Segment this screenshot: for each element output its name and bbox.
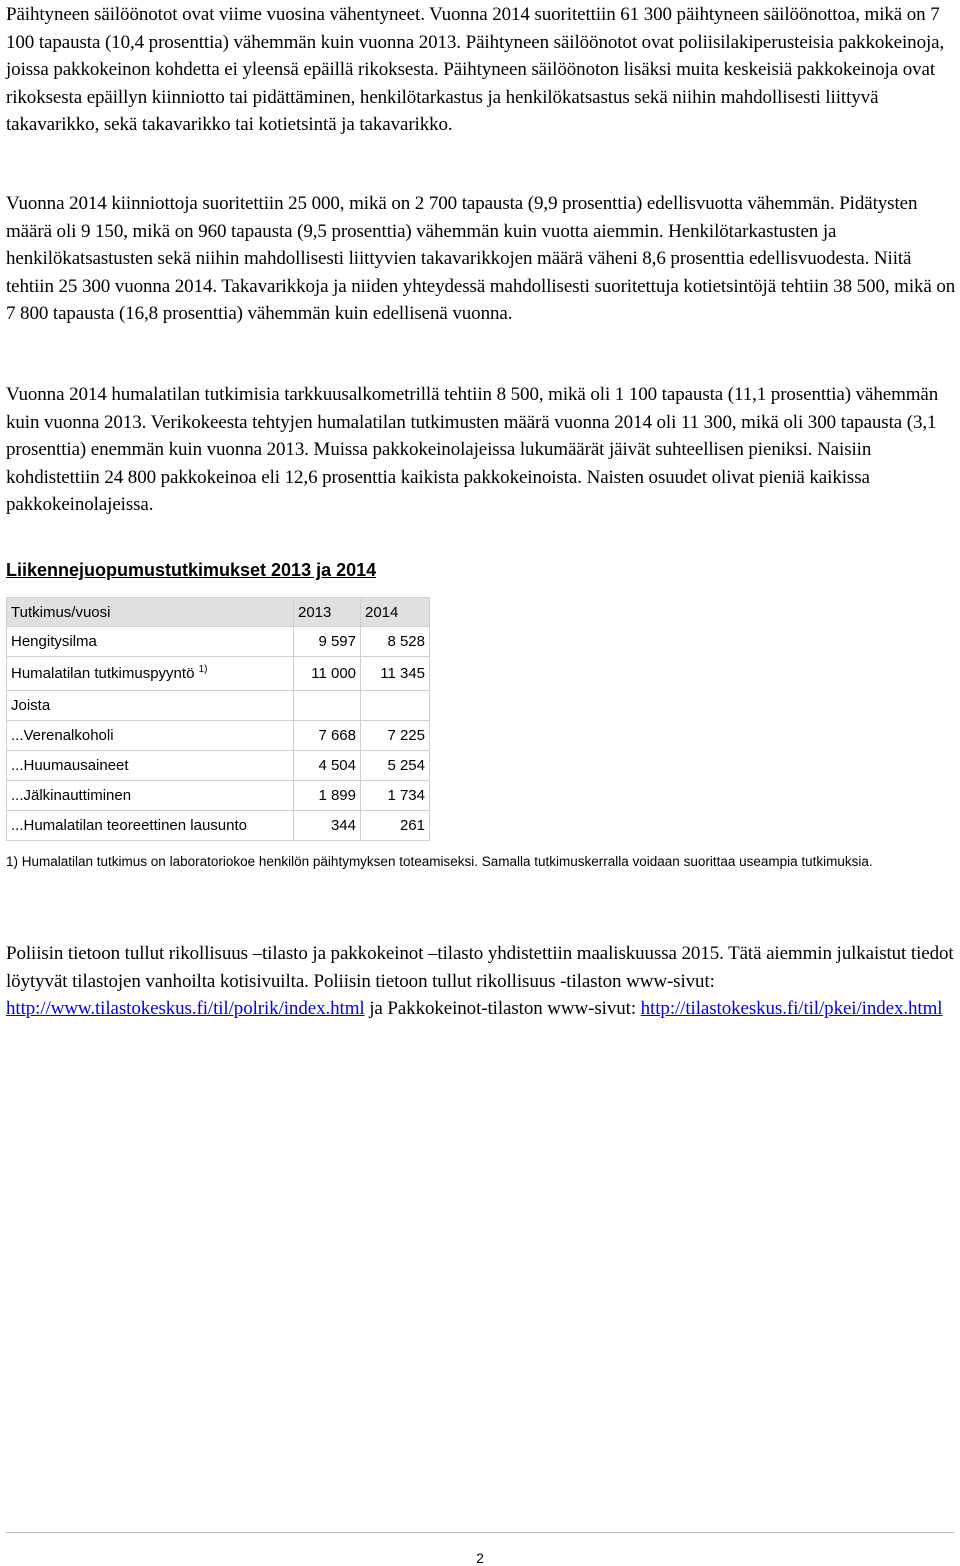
table-row [7, 811, 430, 841]
table-row [7, 627, 430, 657]
row-label: ...Verenalkoholi [7, 721, 294, 751]
footnote-marker: 1) [198, 664, 208, 675]
page-divider [6, 1532, 954, 1533]
row-label: ...Jälkinauttiminen [7, 781, 294, 811]
value-2013: 7 668 [294, 721, 361, 751]
value-2013: 1 899 [294, 781, 361, 811]
table-header-cell: 2014 [361, 598, 430, 627]
table-row [7, 751, 430, 781]
row-label: Joista [7, 691, 294, 721]
sources-text-2: ja Pakkokeinot-tilaston www-sivut: [364, 998, 641, 1019]
paragraph-sources [6, 940, 958, 1023]
table-header-cell: Tutkimus/vuosi [7, 598, 294, 627]
value-2013: 9 597 [294, 627, 361, 657]
table-row [7, 721, 430, 751]
sources-text-1: Poliisin tietoon tullut rikollisuus –tilasto ja pakkokeinot –tilasto yhdistettiin maaliskuussa 2015. Tätä aiemmin julkaistut tiedot löytyvät tilastojen vanhoilta kotisivuilta. Poliisin tietoon tullut rikollisuus -tilaston www-sivut: [6, 943, 954, 992]
polrik-link[interactable]: http://www.tilastokeskus.fi/til/polrik/index.html [6, 998, 365, 1019]
value-2014: 8 528 [361, 627, 430, 657]
table-row [7, 781, 430, 811]
paragraph-intoxication-tests: Vuonna 2014 humalatilan tutkimisia tarkkuusalkometrillä tehtiin 8 500, mikä oli 1 100 tapausta (11,1 prosenttia) vähemmän kuin vuonna 2013. Verikokeesta tehtyjen humalatilan tutkimusten määrä vuonna 2014 oli 11 300, mikä oli 300 tapausta (3,1 prosenttia) enemmän kuin vuonna 2013. Muissa pakkokeinolajeissa lukumäärät jäivät suhteellisen pieniksi. Naisiin kohdistettiin 24 800 pakkokeinoa eli 12,6 prosenttia kaikista pakkokeinoista. Naisten osuudet olivat pieniä kaikissa pakkokeinolajeissa. [6, 384, 939, 515]
pkei-link[interactable]: http://tilastokeskus.fi/til/pkei/index.html [640, 998, 943, 1019]
row-label: ...Huumausaineet [7, 751, 294, 781]
table-row [7, 691, 430, 721]
value-2013: 344 [294, 811, 361, 841]
paragraph-detentions: Päihtyneen säilöönotot ovat viime vuosina vähentyneet. Vuonna 2014 suoritettiin 61 300 päihtyneen säilöönottoa, mikä on 7 100 tapausta (10,4 prosenttia) vähemmän kuin vuonna 2013. Päihtyneen säilöönotot ovat poliisilakiperusteisia pakkokeinoja, joissa pakkokeinon kohdetta ei yleensä epäillä rikoksesta. Päihtyneen säilöönoton lisäksi muita keskeisiä pakkokeinoja ovat rikoksesta epäillyn kiinniotto tai pidättäminen, henkilötarkastus ja henkilökatsastus sekä niihin mahdollisesti liittyvä takavarikko, sekä takavarikko tai kotietsintä ja takavarikko. [6, 4, 945, 135]
table-footnote: 1) Humalatilan tutkimus on laboratoriokoe henkilön päihtymyksen toteamiseksi. Samalla tutkimuskerralla voidaan suorittaa useampia tutkimuksia. [6, 854, 873, 869]
value-2013 [294, 691, 361, 721]
value-2013: 4 504 [294, 751, 361, 781]
value-2014: 5 254 [361, 751, 430, 781]
drunk-driving-tests-table [6, 597, 430, 841]
value-2013: 11 000 [294, 657, 361, 691]
section-title: Liikennejuopumustutkimukset 2013 ja 2014 [6, 560, 377, 580]
table-header-row [7, 598, 430, 627]
row-label: ...Humalatilan teoreettinen lausunto [7, 811, 294, 841]
table-row [7, 657, 430, 691]
page-number: 2 [476, 1550, 484, 1566]
table-header-cell: 2013 [294, 598, 361, 627]
value-2014: 11 345 [361, 657, 430, 691]
value-2014 [361, 691, 430, 721]
value-2014: 1 734 [361, 781, 430, 811]
paragraph-arrests: Vuonna 2014 kiinniottoja suoritettiin 25 000, mikä on 2 700 tapausta (9,9 prosenttia) edellisvuotta vähemmän. Pidätysten määrä oli 9 150, mikä on 960 tapausta (9,5 prosenttia) vähemmän kuin vuotta aiemmin. Henkilötarkastusten ja henkilökatsastusten sekä niihin mahdollisesti liittyvien takavarikkojen määrä väheni 8,6 prosenttia edellisvuodesta. Niitä tehtiin 25 300 vuonna 2014. Takavarikkoja ja niiden yhteydessä mahdollisesti suoritettuja kotietsintöjä tehtiin 38 500, mikä on 7 800 tapausta (16,8 prosenttia) vähemmän kuin edellisenä vuonna. [6, 193, 956, 324]
value-2014: 7 225 [361, 721, 430, 751]
row-label: Hengitysilma [7, 627, 294, 657]
row-label: Humalatilan tutkimuspyyntö $^{1)}$ [7, 657, 294, 691]
value-2014: 261 [361, 811, 430, 841]
